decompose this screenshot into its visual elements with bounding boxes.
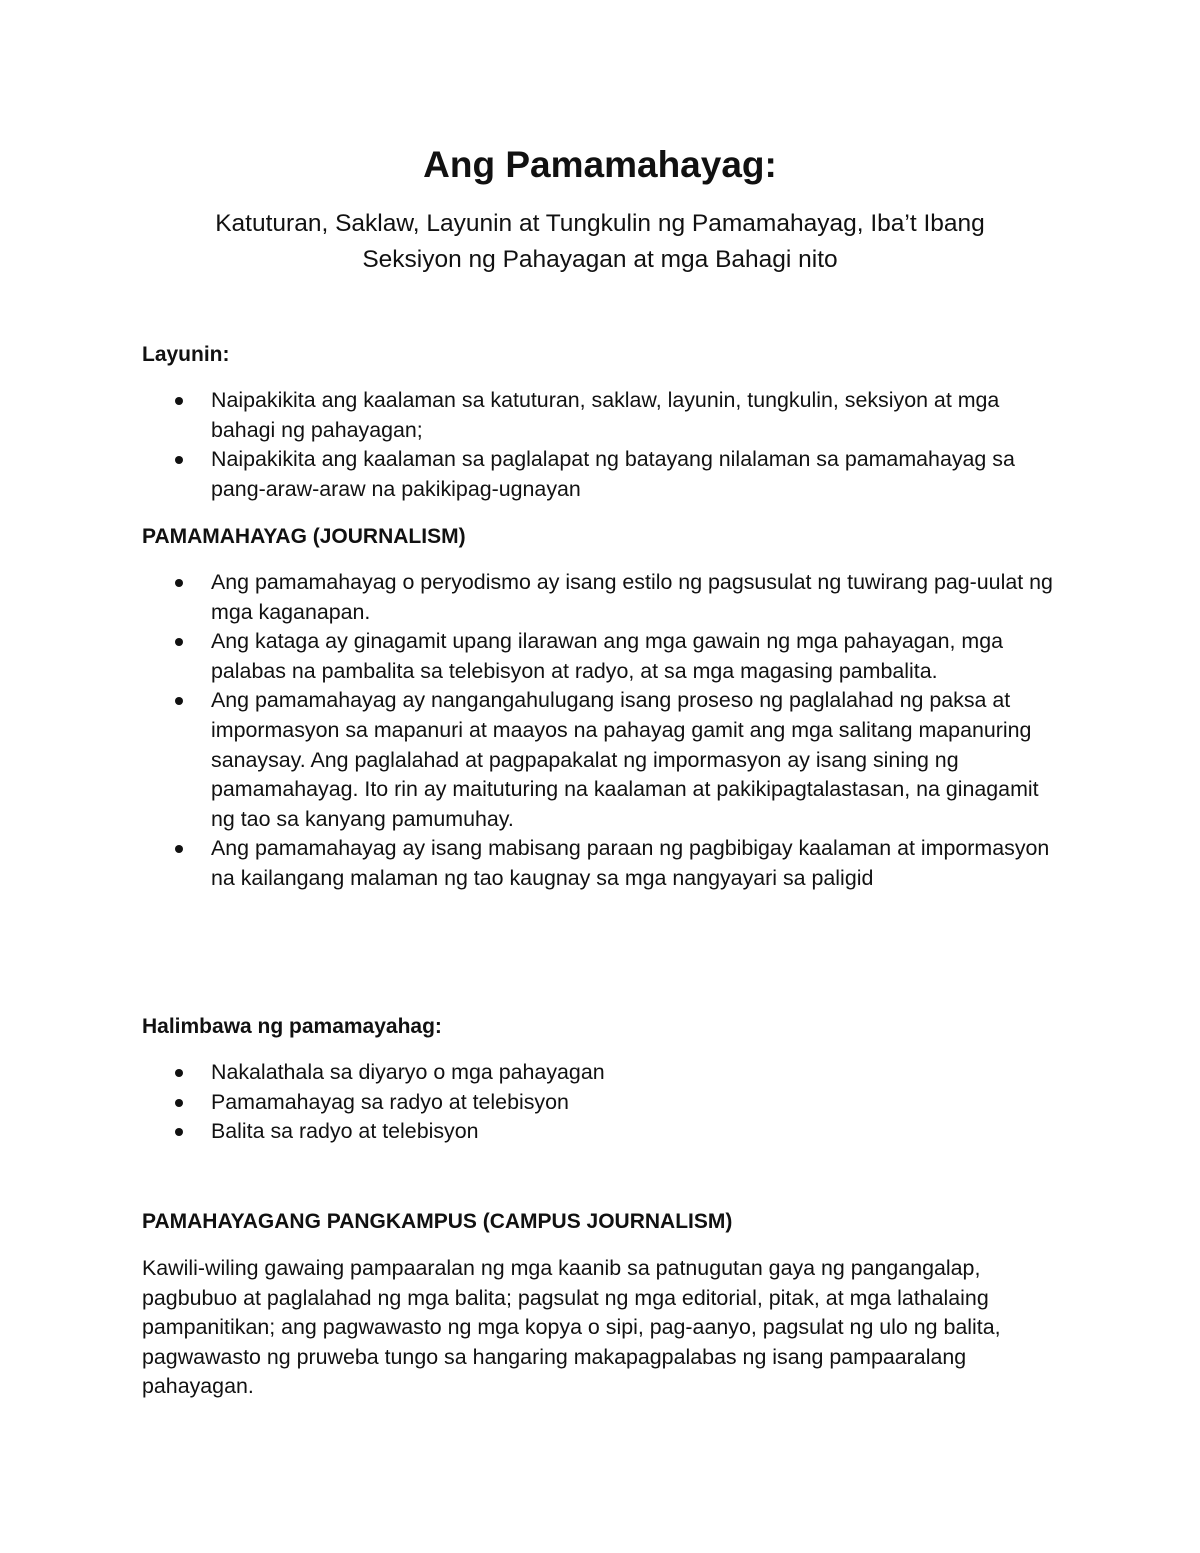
bullet-icon <box>175 579 183 587</box>
layunin-heading: Layunin: <box>142 343 230 366</box>
subtitle-line-1: Katuturan, Saklaw, Layunin at Tungkulin ng Pamamahayag, Iba’t Ibang <box>215 210 985 237</box>
list-item <box>0 1088 1061 1118</box>
campus-heading: PAMAHAYAGANG PANGKAMPUS (CAMPUS JOURNALISM) <box>142 1210 733 1233</box>
list-item <box>0 1058 1061 1088</box>
bullet-icon <box>175 697 183 705</box>
bullet-icon <box>175 1099 183 1107</box>
list-item-text: Ang kataga ay ginagamit upang ilarawan ang mga gawain ng mga pahayagan, mga palabas na pambalita sa telebisyon at radyo, at sa mga magasing pambalita. <box>211 629 1003 683</box>
list-item-text: Pamamahayag sa radyo at telebisyon <box>211 1089 569 1114</box>
subtitle-line-2: Seksiyon ng Pahayagan at mga Bahagi nito <box>362 246 838 273</box>
list-item-text: Naipakikita ang kaalaman sa paglalapat ng batayang nilalaman sa pamamahayag sa pang-araw-araw na pakikipag-ugnayan <box>211 447 1015 501</box>
halimbawa-list <box>0 1058 1200 1147</box>
list-item-text: Ang pamamahayag ay nangangahulugang isang proseso ng paglalahad ng paksa at impormasyon sa mapanuri at maayos na pahayag gamit ang mga salitang mapanuring sanaysay. Ang paglalahad at pagpapakalat ng impormasyon ay isang sining ng pamamahayag. Ito rin ay maituturing na kaalaman at pakikipagtalastasan, na ginagamit ng tao sa kanyang pamumuhay. <box>211 688 1039 831</box>
list-item-text: Balita sa radyo at telebisyon <box>211 1119 479 1144</box>
list-item <box>0 1117 1061 1147</box>
journalism-heading: PAMAMAHAYAG (JOURNALISM) <box>142 525 466 548</box>
list-item <box>0 686 1061 834</box>
list-item <box>0 627 1061 686</box>
page-title: Ang Pamamahayag: <box>423 144 777 185</box>
list-item-text: Nakalathala sa diyaryo o mga pahayagan <box>211 1060 605 1084</box>
list-item <box>0 568 1061 627</box>
campus-paragraph: Kawili-wiling gawaing pampaaralan ng mga kaanib sa patnugutan gaya ng pangangalap, pagbubuo at paglalahad ng mga balita; pagsulat ng mga editorial, pitak, at mga lathalaing pampanitikan; ang pagwawasto ng mga kopya o sipi, pag-aanyo, pagsulat ng ulo ng balita, pagwawasto ng pruweba tungo sa hangaring makapagpalabas ng isang pampaaralang pahayagan. <box>142 1256 1001 1399</box>
bullet-icon <box>175 456 183 464</box>
halimbawa-heading: Halimbawa ng pamamayahag: <box>142 1015 442 1038</box>
page-subtitle <box>150 206 1050 278</box>
bullet-icon <box>175 397 183 405</box>
bullet-icon <box>175 638 183 646</box>
list-item <box>0 834 1061 893</box>
list-item-text: Naipakikita ang kaalaman sa katuturan, saklaw, layunin, tungkulin, seksiyon at mga bahagi ng pahayagan; <box>211 388 1000 442</box>
journalism-list <box>0 568 1200 894</box>
bullet-icon <box>175 845 183 853</box>
list-item-text: Ang pamamahayag ay isang mabisang paraan ng pagbibigay kaalaman at impormasyon na kailangang malaman ng tao kaugnay sa mga nangyayari sa paligid <box>211 836 1050 890</box>
bullet-icon <box>175 1069 183 1077</box>
list-item <box>0 445 1061 504</box>
layunin-list <box>0 386 1200 504</box>
list-item-text: Ang pamamahayag o peryodismo ay isang estilo ng pagsusulat ng tuwirang pag-uulat ng mga kaganapan. <box>211 570 1053 624</box>
bullet-icon <box>175 1128 183 1136</box>
list-item <box>0 386 1061 445</box>
